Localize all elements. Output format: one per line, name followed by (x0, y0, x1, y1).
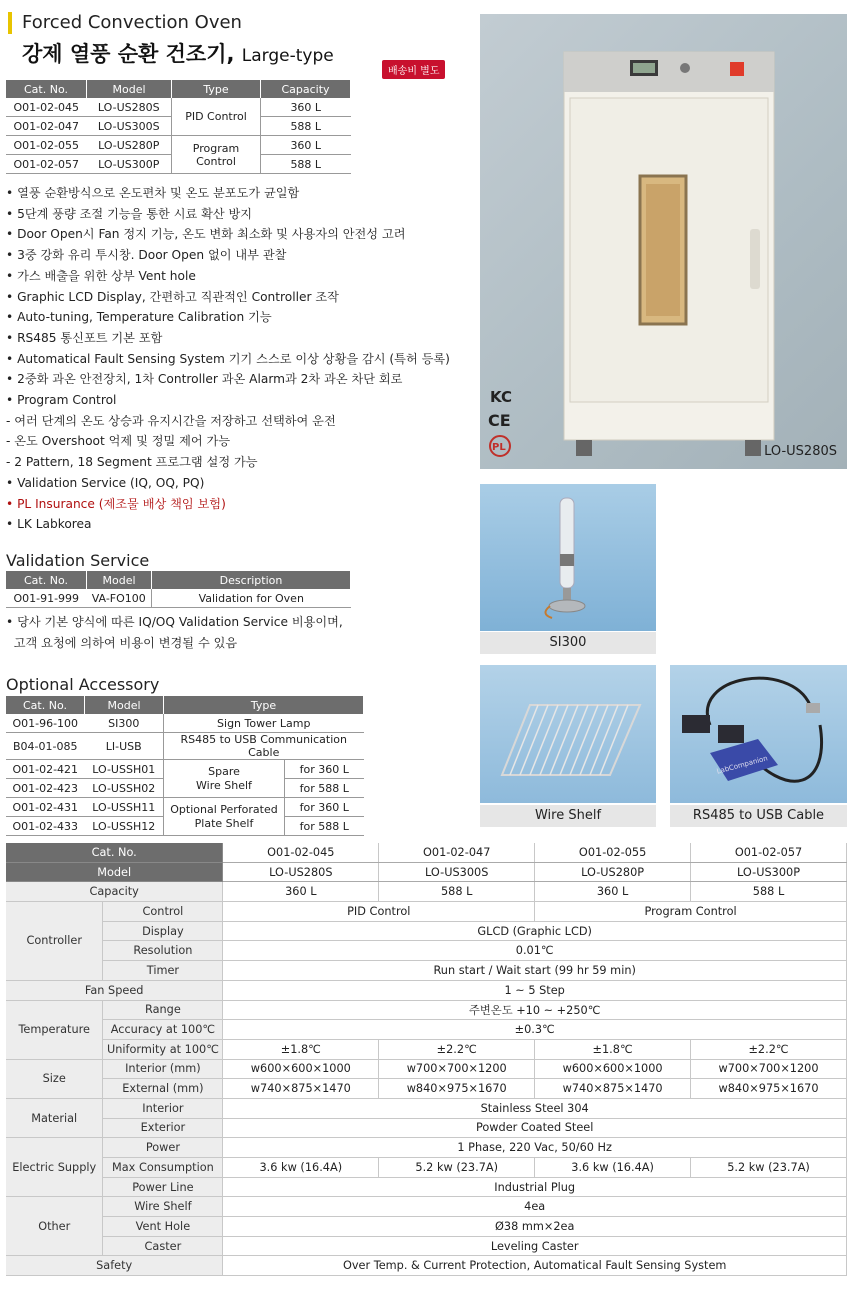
table-row: Caster Leveling Caster (6, 1236, 847, 1256)
usb-cable-photo (670, 665, 847, 803)
page-title-ko: 강제 열풍 순환 건조기, Large-type (22, 42, 334, 66)
usb-device-brand: LabCompanion (715, 754, 769, 776)
table-row: Display GLCD (Graphic LCD) (6, 921, 847, 941)
wire-shelf-caption: Wire Shelf (480, 805, 656, 827)
table-row: Accuracy at 100℃ ±0.3℃ (6, 1020, 847, 1040)
table-row: B04-01-085 LI-USB RS485 to USB Communication Cable (6, 733, 364, 760)
table-row: External (mm) w740×875×1470 w840×975×1670 w740×875×1470 w840×975×1670 (6, 1079, 847, 1099)
validation-title: Validation Service (6, 551, 150, 570)
table-row: O01-02-423 LO-USSH02 for 588 L (6, 779, 364, 798)
shipping-badge: 배송비 별도 (382, 60, 445, 79)
accessory-table: Cat. No. Model Type O01-96-100 SI300 Sign Tower Lamp B04-01-085 LI-USB RS485 to USB Communication Cable O01-02-421 LO-USSH01 Spare Wire Shelf for 360 L O01-02-423 LO-USSH02 for 588 L O01-02-431 LO-USSH11 Optional Perforated Plate Shelf for 360 L O01-02-433 LO-USSH12 for 588 L (6, 696, 364, 836)
oven-model-label: LO-US280S (764, 444, 837, 459)
usb-cable-caption: RS485 to USB Cable (670, 805, 847, 827)
table-row: O01-02-057 LO-US300P 588 L (6, 155, 351, 174)
list-item: • Automatical Fault Sensing System 기기 스스로 이상 상황을 감시 (특허 등록) (6, 351, 450, 366)
title-accent-bar (8, 12, 12, 34)
table-row: Max Consumption 3.6 kw (16.4A) 5.2 kw (23.7A) 3.6 kw (16.4A) 5.2 kw (23.7A) (6, 1158, 847, 1178)
table-row: Electric Supply Power 1 Phase, 220 Vac, 50/60 Hz (6, 1138, 847, 1158)
si300-photo (480, 484, 656, 631)
table-row: Cat. No. O01-02-045 O01-02-047 O01-02-055 O01-02-057 (6, 843, 847, 862)
oven-image (480, 14, 847, 469)
oven-photo (480, 14, 847, 469)
list-item: • 가스 배출을 위한 상부 Vent hole (6, 268, 196, 283)
usb-cable-image (670, 665, 847, 803)
svg-text:PL: PL (492, 442, 506, 453)
table-row: Capacity 360 L 588 L 360 L 588 L (6, 882, 847, 902)
table-row: Other Wire Shelf 4ea (6, 1197, 847, 1217)
list-item: • 5단계 풍량 조절 기능을 통한 시료 확산 방지 (6, 206, 253, 221)
table-row: O01-02-421 LO-USSH01 Spare Wire Shelf for 360 L (6, 760, 364, 779)
svg-text:CE: CE (488, 411, 511, 430)
table-row: O01-91-999 VA-FO100 Validation for Oven (6, 589, 351, 608)
table-row: Safety Over Temp. & Current Protection, Automatical Fault Sensing System (6, 1256, 847, 1276)
col-cat: Cat. No. (6, 80, 87, 98)
table-row: O01-02-055 LO-US280P Program Control 360 L (6, 136, 351, 155)
col-capacity: Capacity (261, 80, 351, 98)
list-item: - 온도 Overshoot 억제 및 정밀 제어 가능 (6, 434, 231, 449)
models-table (6, 80, 351, 174)
validation-note: • 당사 기본 양식에 따른 IQ/OQ Validation Service 비용이며, 고객 요청에 의하여 비용이 변경될 수 있음 (6, 615, 343, 650)
list-item: • LK Labkorea (6, 517, 92, 532)
si300-caption: SI300 (480, 632, 656, 654)
table-row: Resolution 0.01℃ (6, 941, 847, 961)
table-row: O01-96-100 SI300 Sign Tower Lamp (6, 714, 364, 733)
table-row: Material Interior Stainless Steel 304 (6, 1098, 847, 1118)
col-model: Model (87, 80, 172, 98)
title-type: Large-type (241, 46, 334, 66)
validation-table: Cat. No. Model Description O01-91-999 VA-FO100 Validation for Oven (6, 571, 351, 608)
table-row: Controller Control PID Control Program Control (6, 902, 847, 922)
col-type: Type (172, 80, 261, 98)
feature-list (6, 183, 450, 535)
table-row: Timer Run start / Wait start (99 hr 59 min) (6, 961, 847, 981)
table-row: Uniformity at 100℃ ±1.8℃ ±2.2℃ ±1.8℃ ±2.2℃ (6, 1039, 847, 1059)
table-row: Vent Hole Ø38 mm×2ea (6, 1217, 847, 1237)
table-row: Power Line Industrial Plug (6, 1177, 847, 1197)
list-item: • 2중화 과온 안전장치, 1차 Controller 과온 Alarm과 2차 과온 차단 회로 (6, 372, 403, 387)
list-item: • 3중 강화 유리 투시창. Door Open 없이 내부 관찰 (6, 248, 287, 263)
table-row: O01-02-047 LO-US300S 588 L (6, 117, 351, 136)
table-row: O01-02-431 LO-USSH11 Optional Perforated Plate Shelf for 360 L (6, 798, 364, 817)
tower-lamp-image (480, 484, 656, 631)
svg-text:KC: KC (490, 388, 512, 406)
table-row: Temperature Range 주변온도 +10 ~ +250℃ (6, 1000, 847, 1020)
table-row: Model LO-US280S LO-US300S LO-US280P LO-US300P (6, 862, 847, 882)
list-item: • Graphic LCD Display, 간편하고 직관적인 Controller 조작 (6, 289, 339, 304)
table-row: Fan Speed 1 ~ 5 Step (6, 980, 847, 1000)
wire-shelf-image (480, 665, 656, 803)
list-item: - 여러 단계의 온도 상승과 유지시간을 저장하고 선택하여 운전 (6, 413, 336, 428)
list-item: • Program Control (6, 393, 117, 408)
accessory-title: Optional Accessory (6, 675, 160, 694)
page-title-en: Forced Convection Oven (22, 12, 242, 33)
table-row: Exterior Powder Coated Steel (6, 1118, 847, 1138)
wire-shelf-photo (480, 665, 656, 803)
table-row: O01-02-433 LO-USSH12 for 588 L (6, 817, 364, 836)
list-item: • Validation Service (IQ, OQ, PQ) (6, 475, 205, 490)
table-row: O01-02-045 LO-US280S PID Control 360 L (6, 98, 351, 117)
list-item: • Auto-tuning, Temperature Calibration 기능 (6, 310, 272, 325)
table-row: Size Interior (mm) w600×600×1000 w700×700×1200 w600×600×1000 w700×700×1200 (6, 1059, 847, 1079)
list-item: • RS485 통신포트 기본 포함 (6, 330, 163, 345)
list-item: • Door Open시 Fan 정지 기능, 온도 변화 최소화 및 사용자의 안전성 고려 (6, 227, 406, 242)
list-item: - 2 Pattern, 18 Segment 프로그램 설정 가능 (6, 455, 258, 470)
spec-table (6, 843, 847, 1276)
list-item: • PL Insurance (제조물 배상 책임 보험) (6, 496, 226, 511)
list-item: • 열풍 순환방식으로 온도편차 및 온도 분포도가 균일함 (6, 186, 300, 200)
